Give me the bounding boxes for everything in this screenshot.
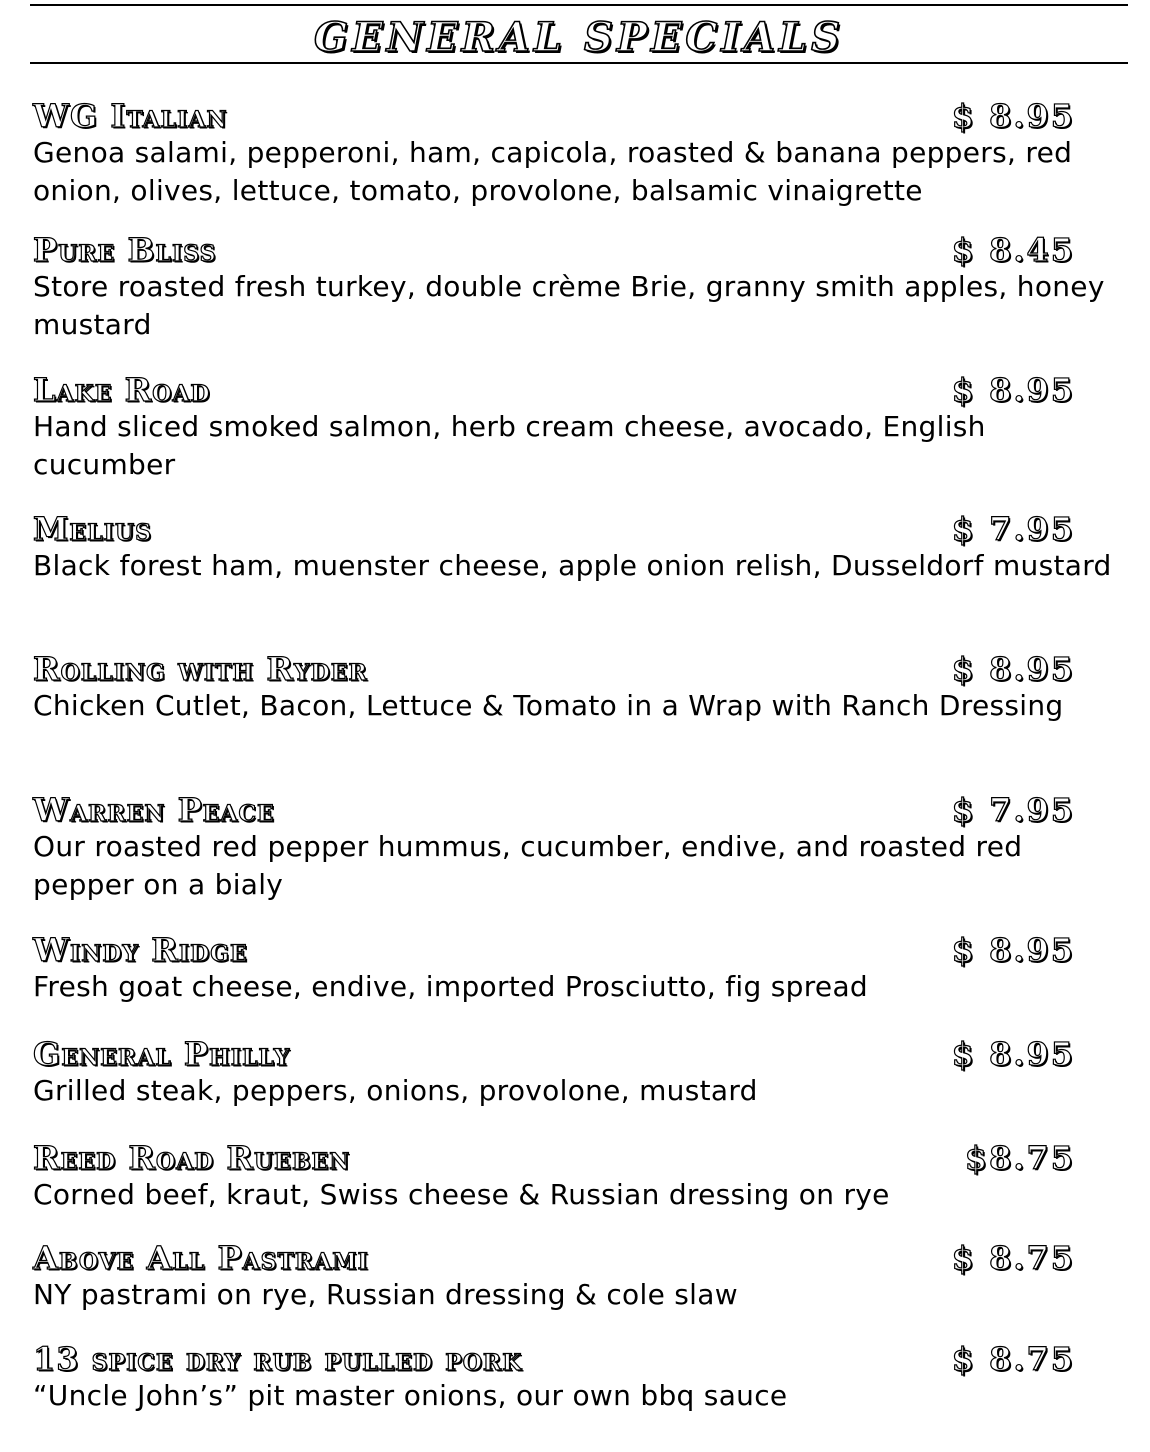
item-price: $ 8.95 [951,650,1075,688]
item-name: 13 spice dry rub pulled pork [33,1340,523,1378]
item-price: $ 8.95 [951,931,1075,969]
item-name: Windy Ridge [33,931,248,969]
item-description: Hand sliced smoked salmon, herb cream cheese, avocado, English cucumber [33,410,986,481]
item-price: $ 8.75 [951,1239,1075,1277]
item-name: Lake Road [33,371,211,409]
item-description: NY pastrami on rye, Russian dressing & cole slaw [33,1278,738,1311]
item-price: $ 7.95 [951,510,1075,548]
top-divider [30,4,1128,6]
item-description: Black forest ham, muenster cheese, apple onion relish, Dusseldorf mustard [33,549,1112,582]
item-price: $ 8.95 [951,97,1075,135]
item-price: $ 8.75 [951,1340,1075,1378]
item-price: $ 7.95 [951,791,1075,829]
item-description: Fresh goat cheese, endive, imported Prosciutto, fig spread [33,970,868,1003]
item-name: WG Italian [33,97,228,135]
item-name: Warren Peace [33,791,275,829]
item-description: Grilled steak, peppers, onions, provolone, mustard [33,1074,758,1107]
item-description: Genoa salami, pepperoni, ham, capicola, roasted & banana peppers, red onion, olives, lettuce, tomato, provolone, balsamic vinaigrette [33,136,1073,207]
item-description: “Uncle John’s” pit master onions, our own bbq sauce [33,1379,788,1412]
item-price: $ 8.95 [951,1035,1075,1073]
item-price: $ 8.95 [951,371,1075,409]
item-description: Our roasted red pepper hummus, cucumber, endive, and roasted red pepper on a bialy [33,830,1023,901]
item-name: Pure Bliss [33,231,217,269]
item-name: Melius [33,510,153,548]
item-name: Reed Road Rueben [33,1139,351,1177]
title-divider [30,62,1128,64]
item-description: Corned beef, kraut, Swiss cheese & Russian dressing on rye [33,1178,890,1211]
item-price: $ 8.45 [951,231,1075,269]
item-name: Above All Pastrami [33,1239,369,1277]
item-description: Chicken Cutlet, Bacon, Lettuce & Tomato in a Wrap with Ranch Dressing [33,689,1064,722]
item-description: Store roasted fresh turkey, double crème Brie, granny smith apples, honey mustard [33,270,1105,341]
menu-title: GENERAL SPECIALS [313,14,845,61]
item-name: General Philly [33,1035,291,1073]
item-price: $8.75 [964,1139,1075,1177]
item-name: Rolling with Ryder [33,650,368,688]
